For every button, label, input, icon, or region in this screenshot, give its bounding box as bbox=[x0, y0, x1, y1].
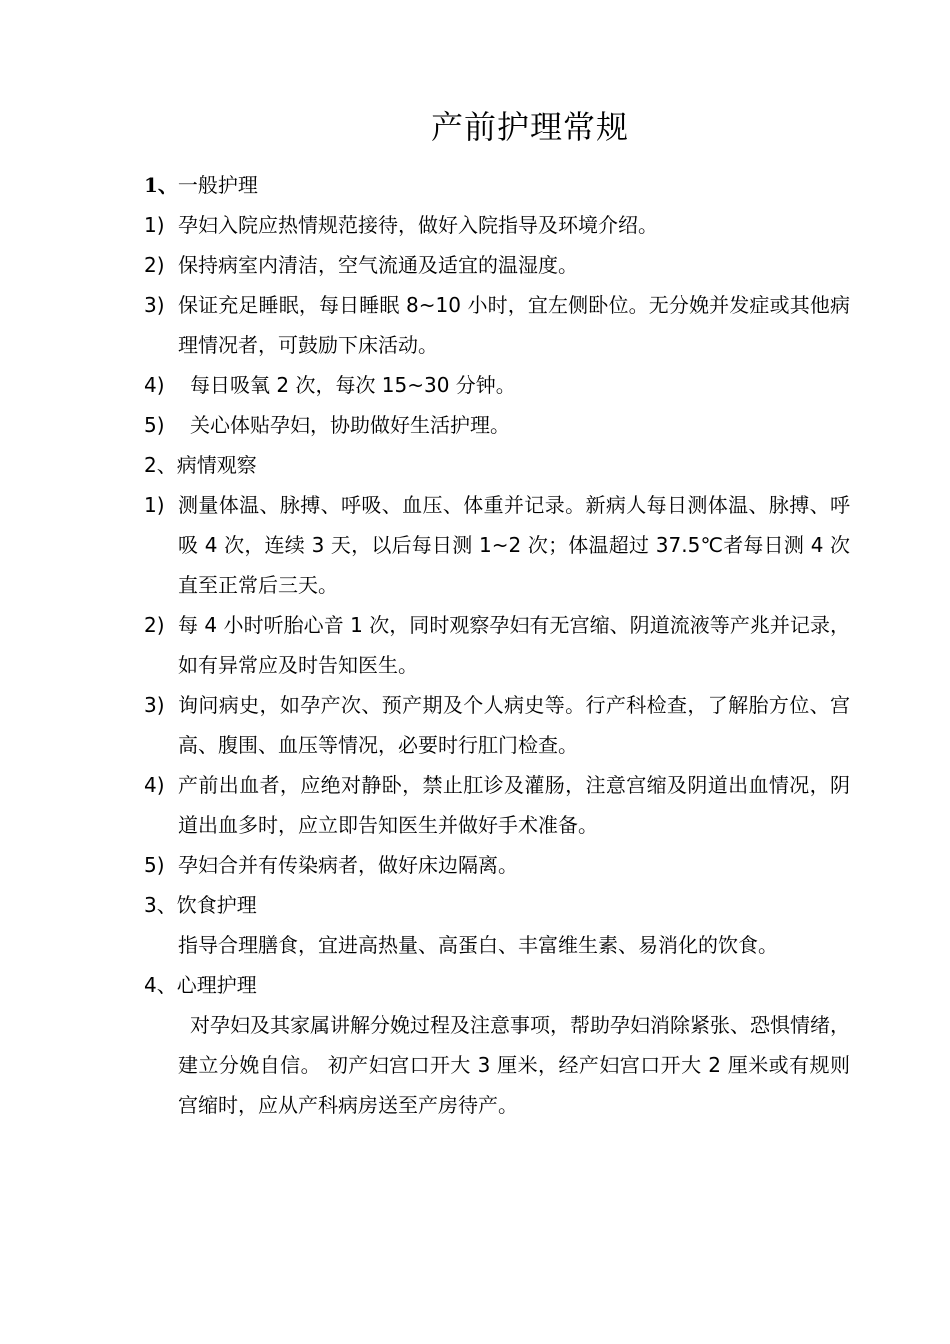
item-number: 2) bbox=[144, 613, 165, 637]
section-paragraph: 对孕妇及其家属讲解分娩过程及注意事项，帮助孕妇消除紧张、恐惧情绪，建立分娩自信。 初产妇宫口开大 3 厘米，经产妇宫口开大 2 厘米或有规则宫缩时，应从产科病房送至产房待产。 bbox=[178, 1013, 850, 1117]
item-text: 询问病史，如孕产次、预产期及个人病史等。行产科检查，了解胎方位、宫高、腹围、血压等情况，必要时行肛门检查。 bbox=[178, 693, 850, 757]
list-item bbox=[144, 485, 850, 605]
item-number: 1) bbox=[144, 493, 165, 517]
section-number: 3、 bbox=[144, 893, 177, 917]
section-number: 2、 bbox=[144, 453, 177, 477]
list-item bbox=[144, 605, 850, 685]
document-title: 产前护理常规 bbox=[430, 108, 629, 146]
list-item bbox=[144, 845, 850, 885]
list-item bbox=[144, 285, 850, 365]
list-item bbox=[144, 405, 850, 445]
list-item bbox=[144, 245, 850, 285]
section-heading-diet-care bbox=[144, 885, 850, 925]
section-title: 心理护理 bbox=[176, 973, 257, 997]
document-body bbox=[144, 165, 850, 1125]
list-item bbox=[144, 365, 850, 405]
item-number: 3) bbox=[144, 293, 165, 317]
item-number: 5) bbox=[144, 853, 165, 877]
item-number: 4) bbox=[144, 373, 165, 397]
item-text: 产前出血者，应绝对静卧，禁止肛诊及灌肠，注意宫缩及阴道出血情况，阴道出血多时，应立即告知医生并做好手术准备。 bbox=[178, 773, 850, 837]
section-paragraph: 指导合理膳食，宜进高热量、高蛋白、丰富维生素、易消化的饮食。 bbox=[178, 933, 778, 957]
section-title: 饮食护理 bbox=[176, 893, 257, 917]
item-text: 测量体温、脉搏、呼吸、血压、体重并记录。新病人每日测体温、脉搏、呼吸 4 次，连续 3 天，以后每日测 1~2 次；体温超过 37.5℃者每日测 4 次直至正常后三天。 bbox=[178, 493, 850, 597]
section-title: 一般护理 bbox=[177, 173, 258, 197]
item-text: 孕妇入院应热情规范接待，做好入院指导及环境介绍。 bbox=[178, 213, 658, 237]
item-text: 保持病室内清洁，空气流通及适宜的温湿度。 bbox=[178, 253, 578, 277]
list-item bbox=[144, 205, 850, 245]
item-text: 每日吸氧 2 次，每次 15~30 分钟。 bbox=[190, 373, 516, 397]
section-number: 1、 bbox=[144, 173, 178, 197]
section-title: 病情观察 bbox=[176, 453, 257, 477]
item-number: 4) bbox=[144, 773, 165, 797]
item-number: 5) bbox=[144, 413, 165, 437]
item-number: 3) bbox=[144, 693, 165, 717]
item-text: 每 4 小时听胎心音 1 次，同时观察孕妇有无宫缩、阴道流液等产兆并记录，如有异常应及时告知医生。 bbox=[178, 613, 850, 677]
section-heading-psychological-care bbox=[144, 965, 850, 1005]
item-number: 1) bbox=[144, 213, 165, 237]
list-item bbox=[144, 685, 850, 765]
item-text: 孕妇合并有传染病者，做好床边隔离。 bbox=[178, 853, 518, 877]
section-heading-general-care bbox=[144, 165, 850, 205]
item-text: 保证充足睡眠，每日睡眠 8~10 小时，宜左侧卧位。无分娩并发症或其他病理情况者，可鼓励下床活动。 bbox=[178, 293, 850, 357]
section-number: 4、 bbox=[144, 973, 177, 997]
item-number: 2) bbox=[144, 253, 165, 277]
list-item bbox=[144, 765, 850, 845]
section-heading-condition-observation bbox=[144, 445, 850, 485]
item-text: 关心体贴孕妇，协助做好生活护理。 bbox=[190, 413, 510, 437]
